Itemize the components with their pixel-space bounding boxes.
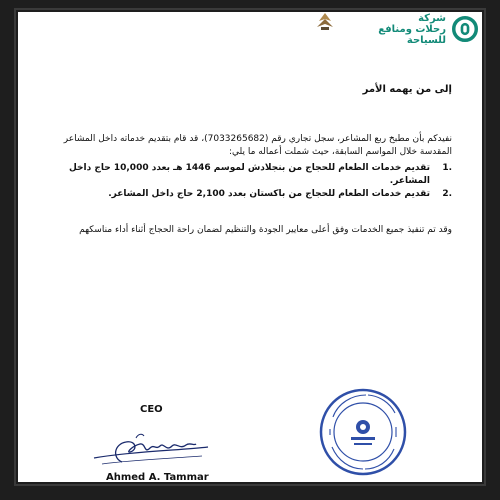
company-logo	[378, 12, 478, 46]
services-list	[52, 162, 452, 201]
signatory-name: Ahmed A. Tammar	[106, 472, 209, 482]
letter-paragraph-1: نفيدكم بأن مطبخ ربع المشاعر، سجل تجاري رقم (7033265682)، قد قام بتقديم خدماته داخل المشاعر المقدسة خلال المواسم السابقة، حيث شملت أعماله ما يلي:	[63, 134, 452, 157]
company-name-line-1: شركة	[418, 12, 446, 24]
company-name-line-3: للسياحة	[406, 34, 446, 46]
secondary-emblem-icon	[312, 12, 338, 32]
company-name	[378, 13, 446, 46]
services-list-item	[52, 162, 452, 188]
company-stamp-icon	[318, 387, 408, 477]
company-emblem-icon	[452, 16, 478, 42]
list-item-text: تقديم خدمات الطعام للحجاج من بنجلادش لموسم 1446 هـ بعدد 10,000 حاج داخل المشاعر.	[69, 163, 430, 186]
letter-salutation: إلى من يهمه الأمر	[362, 84, 452, 95]
secondary-logo	[312, 12, 338, 40]
handwritten-signature	[92, 428, 210, 470]
letter-page	[18, 12, 482, 482]
list-item-number: 2.	[442, 189, 452, 199]
services-list-item	[52, 188, 452, 201]
letter-paragraph-2: وقد تم تنفيذ جميع الخدمات وفق أعلى معايير الجودة والتنظيم لضمان راحة الحجاج أثناء أداء مناسكهم	[79, 225, 452, 235]
list-item-number: 1.	[442, 163, 452, 173]
signatory-title: CEO	[140, 404, 163, 415]
list-item-text: تقديم خدمات الطعام للحجاج من باكستان بعدد 2,100 حاج داخل المشاعر.	[108, 189, 430, 199]
company-name-line-2: رحلات ومنافع	[378, 23, 446, 35]
